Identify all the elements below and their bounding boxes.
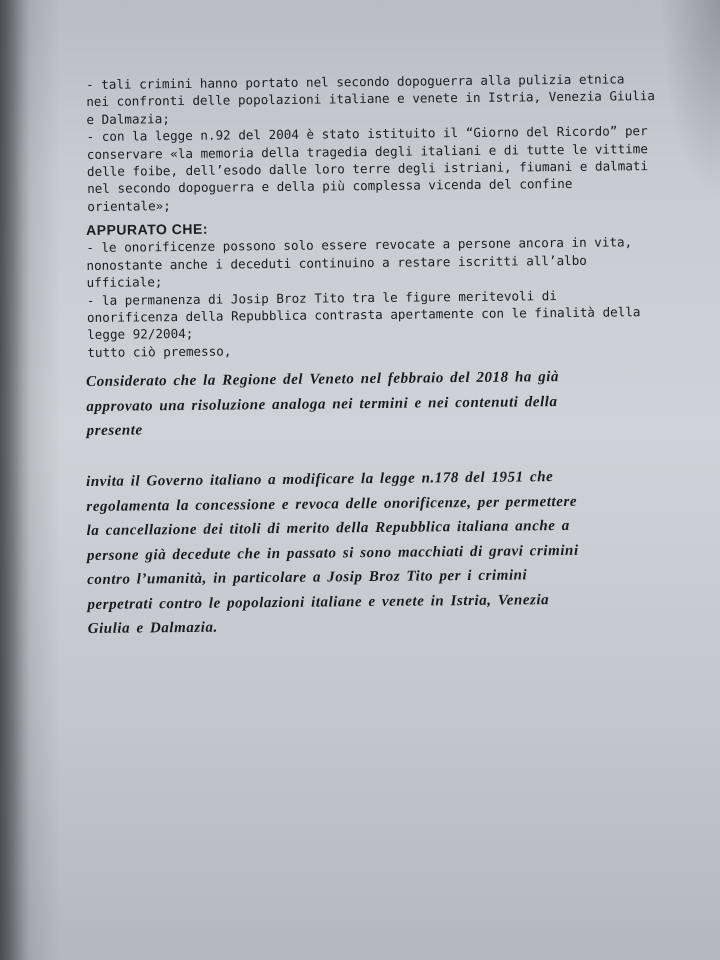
italic-line: la cancellazione dei titoli di merito della Repubblica italiana anche a	[86, 517, 570, 539]
italic-line: Considerato che la Regione del Veneto nel febbraio del 2018 ha già	[86, 369, 560, 390]
text-line: tutto ciò premesso,	[87, 343, 232, 360]
text-line: onorificenza della Repubblica contrasta apertamente con le finalità della	[86, 304, 641, 326]
text-line: - con la legge n.92 del 2004 è stato istituito il “Giorno del Ricordo” per	[86, 123, 648, 145]
paragraph-crimes-and-ricordo	[86, 70, 687, 216]
italic-line: presente	[86, 422, 143, 439]
italic-line: approvato una risoluzione analoga nei termini e nei contenuti della	[86, 393, 558, 415]
text-line: nei confronti delle popolazioni italiane e venete in Istria, Venezia Giulia	[86, 88, 655, 110]
page-edge-shadow	[0, 0, 30, 960]
italic-line: perpetrati contro le popolazioni italiane e venete in Istria, Venezia	[87, 591, 550, 613]
text-line: delle foibe, dell’esodo dalle loro terre degli istriani, fiumani e dalmati	[86, 158, 649, 180]
italic-line: contro l’umanità, in particolare a Josip Broz Tito per i crimini	[87, 567, 528, 588]
text-line: - le onorificenze possono solo essere revocate a persone ancora in vita,	[86, 234, 633, 256]
text-line: - tali crimini hanno portato nel secondo dopoguerra alla pulizia etnica	[86, 71, 625, 92]
italic-line: invita il Governo italiano a modificare la legge n.178 del 1951 che	[86, 469, 554, 490]
italic-line: Giulia e Dalmazia.	[87, 619, 218, 637]
paragraph-invita	[86, 464, 688, 642]
italic-line: regolamenta la concessione e revoca delle onorificenze, per permettere	[86, 493, 578, 515]
section-appurato	[86, 216, 687, 362]
text-line: conservare «la memoria della tragedia degli italiani e di tutte le vittime	[86, 140, 648, 162]
text-line: e Dalmazia;	[86, 110, 170, 127]
text-line: nonostante anche i deceduti continuino a restare iscritti all’albo	[86, 252, 587, 273]
paragraph-considerato	[86, 364, 687, 444]
italic-line: persone già decedute che in passato si sono macchiati di gravi crimini	[86, 542, 579, 564]
text-line: orientale»;	[87, 197, 171, 214]
text-line: legge 92/2004;	[87, 326, 194, 343]
text-line: - la permanenza di Josip Broz Tito tra le figure meritevoli di	[86, 287, 557, 308]
text-line: ufficiale;	[86, 274, 163, 291]
text-line: nel secondo dopoguerra e della più complessa vicenda del confine	[87, 176, 573, 197]
section-heading: APPURATO CHE:	[86, 220, 209, 238]
